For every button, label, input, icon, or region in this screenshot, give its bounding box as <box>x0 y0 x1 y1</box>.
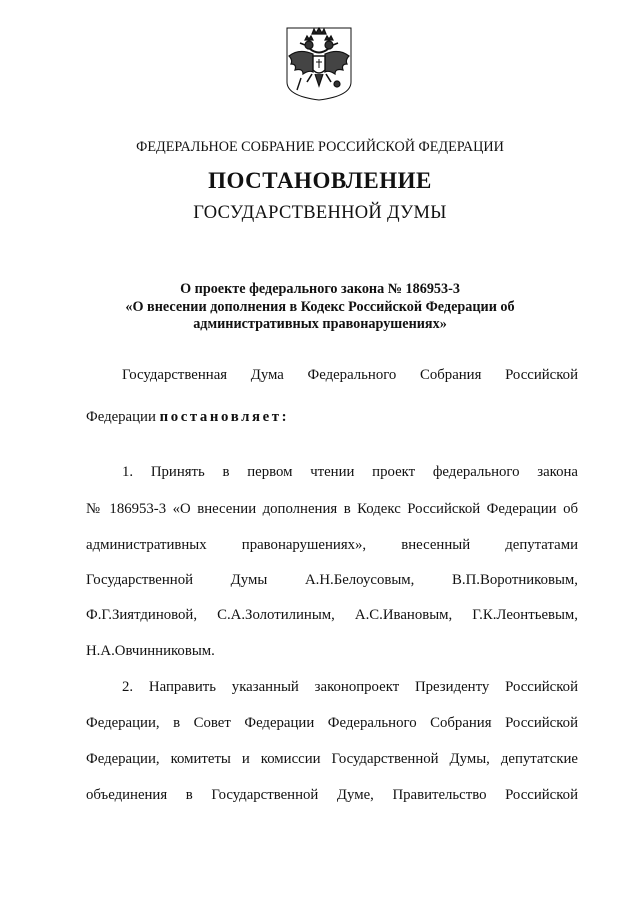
item1-line: 1. Принять в первом чтении проект федерального закона <box>122 464 578 480</box>
organization-name: ФЕДЕРАЛЬНОЕ СОБРАНИЕ РОССИЙСКОЙ ФЕДЕРАЦИИ <box>136 139 504 155</box>
preamble-subject: Федерации <box>86 409 156 425</box>
resolution-heading-line-3: административных правонарушениях» <box>193 316 447 332</box>
item1-line: Государственной Думы А.Н.Белоусовым, В.П.Воротниковым, <box>86 572 578 588</box>
coat-of-arms-icon <box>279 26 359 102</box>
item1-line: № 186953-3 «О внесении дополнения в Кодекс Российской Федерации об <box>86 501 578 517</box>
resolution-heading-line-2: «О внесении дополнения в Кодекс Российской Федерации об <box>125 299 515 315</box>
item1-line: Н.А.Овчинниковым. <box>86 643 215 659</box>
preamble-line-1: Государственная Дума Федерального Собрания Российской <box>122 367 578 383</box>
preamble-line-2 <box>86 409 578 426</box>
preamble-verb: постановляет: <box>159 409 290 425</box>
document-type-title: ПОСТАНОВЛЕНИЕ <box>208 168 432 193</box>
document-issuer: ГОСУДАРСТВЕННОЙ ДУМЫ <box>193 203 447 223</box>
resolution-heading-line-1: О проекте федерального закона № 186953-3 <box>180 281 460 297</box>
item1-line: Ф.Г.Зиятдиновой, С.А.Золотилиным, А.С.Ивановым, Г.К.Леонтьевым, <box>86 607 578 623</box>
item2-line: 2. Направить указанный законопроект Президенту Российской <box>122 679 578 695</box>
item2-line: Федерации, в Совет Федерации Федерального Собрания Российской <box>86 715 578 731</box>
item2-line: Федерации, комитеты и комиссии Государственной Думы, депутатские <box>86 751 578 767</box>
item2-line: объединения в Государственной Думе, Правительство Российской <box>86 787 578 803</box>
item1-line: административных правонарушениях», внесенный депутатами <box>86 537 578 553</box>
